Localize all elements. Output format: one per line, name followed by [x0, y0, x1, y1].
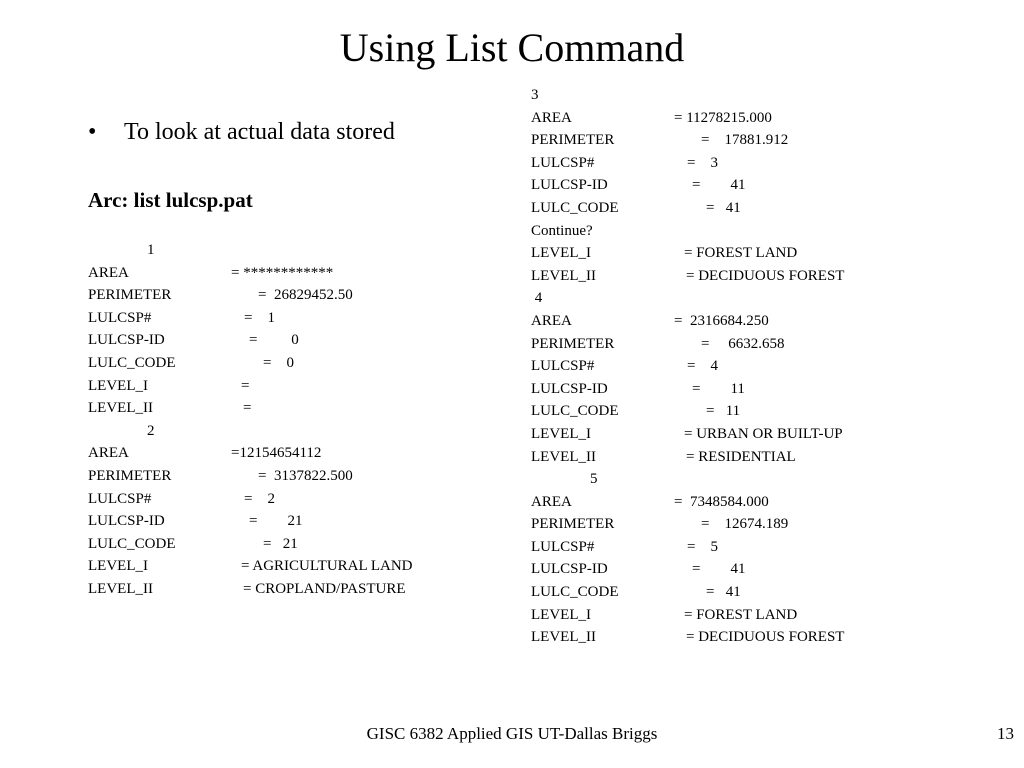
field-value: = — [243, 400, 252, 417]
field-value: = CROPLAND/PASTURE — [243, 580, 406, 597]
field-value: = 21 — [263, 535, 298, 552]
field-name: 4 — [531, 290, 543, 307]
slide-title: Using List Command — [339, 25, 685, 70]
field-name: PERIMETER — [88, 467, 172, 484]
field-name: LEVEL_II — [88, 580, 153, 597]
field-name: LEVEL_II — [531, 629, 596, 646]
record-number: 1 — [147, 242, 155, 258]
field-value: = 11 — [692, 380, 745, 397]
field-name: PERIMETER — [531, 516, 615, 533]
field-value: = 7348584.000 — [674, 493, 769, 510]
record-number: 5 — [590, 471, 598, 488]
field-name: AREA — [88, 445, 129, 462]
field-value: = 3 — [687, 154, 718, 171]
field-name: Continue? — [531, 222, 593, 239]
field-value: = 21 — [249, 513, 303, 530]
field-value: = 12674.189 — [701, 516, 789, 533]
field-name: LULC_CODE — [88, 354, 176, 371]
field-name: LEVEL_I — [88, 558, 148, 575]
field-value: = 41 — [692, 561, 746, 578]
field-value: =12154654112 — [231, 445, 322, 462]
field-name: LULCSP-ID — [531, 561, 608, 578]
field-name: LEVEL_I — [531, 425, 591, 442]
field-name: LEVEL_I — [531, 606, 591, 623]
field-value: = DECIDUOUS FOREST — [686, 267, 845, 284]
bullet-dot-icon: • — [88, 119, 97, 145]
bullet-text: To look at actual data stored — [124, 119, 395, 145]
field-value: = 17881.912 — [701, 132, 789, 149]
field-name: LEVEL_I — [531, 245, 591, 262]
field-name: LEVEL_II — [531, 448, 596, 465]
field-name: PERIMETER — [531, 335, 615, 352]
field-value: = 41 — [692, 177, 746, 194]
field-value: = — [241, 377, 250, 394]
field-name: LULCSP# — [531, 538, 595, 555]
field-name: LULCSP-ID — [88, 513, 165, 530]
field-value: = RESIDENTIAL — [686, 448, 796, 465]
field-value: = 11 — [706, 403, 741, 420]
footer-text: GISC 6382 Applied GIS UT-Dallas Briggs — [366, 724, 658, 743]
field-value: = 4 — [687, 358, 718, 375]
field-value: = 6632.658 — [701, 335, 785, 352]
field-name: AREA — [531, 109, 572, 126]
field-value: = ************ — [231, 264, 334, 281]
field-name: LULC_CODE — [531, 199, 619, 216]
field-value: = 5 — [687, 538, 718, 555]
field-name: LULCSP-ID — [88, 332, 165, 349]
field-name: AREA — [531, 312, 572, 329]
field-name: LULCSP# — [531, 154, 595, 171]
field-value: = 41 — [706, 199, 741, 216]
field-name: LULCSP# — [531, 358, 595, 375]
field-value: = URBAN OR BUILT-UP — [684, 425, 843, 442]
field-value: = 0 — [263, 354, 294, 371]
field-name: LULCSP# — [88, 309, 152, 326]
field-name: LEVEL_II — [88, 400, 153, 417]
field-name: PERIMETER — [88, 287, 172, 304]
field-name: 3 — [531, 87, 539, 103]
field-value: = 2316684.250 — [674, 312, 769, 329]
field-value: = 1 — [244, 309, 275, 326]
field-name: LULC_CODE — [531, 403, 619, 420]
field-value: = 11278215.000 — [674, 109, 772, 126]
page-number: 13 — [997, 724, 1014, 743]
field-value: = FOREST LAND — [684, 606, 798, 623]
field-name: LEVEL_II — [531, 267, 596, 284]
command-heading: Arc: list lulcsp.pat — [88, 188, 253, 212]
field-name: LULC_CODE — [531, 584, 619, 601]
field-value: = 41 — [706, 584, 741, 601]
field-name: AREA — [88, 264, 129, 281]
field-value: = 0 — [249, 332, 299, 349]
field-name: LULCSP-ID — [531, 380, 608, 397]
bullet-item — [88, 118, 395, 146]
field-value: = 26829452.50 — [258, 287, 353, 304]
field-name: LULCSP-ID — [531, 177, 608, 194]
field-name: PERIMETER — [531, 132, 615, 149]
field-name: LEVEL_I — [88, 377, 148, 394]
field-name: LULC_CODE — [88, 535, 176, 552]
field-value: = 3137822.500 — [258, 467, 353, 484]
field-name: LULCSP# — [88, 490, 152, 507]
field-value: = FOREST LAND — [684, 245, 798, 262]
field-value: = DECIDUOUS FOREST — [686, 629, 845, 646]
record-number: 2 — [147, 422, 155, 439]
field-name: AREA — [531, 493, 572, 510]
field-value: = AGRICULTURAL LAND — [241, 558, 413, 575]
field-value: = 2 — [244, 490, 275, 507]
